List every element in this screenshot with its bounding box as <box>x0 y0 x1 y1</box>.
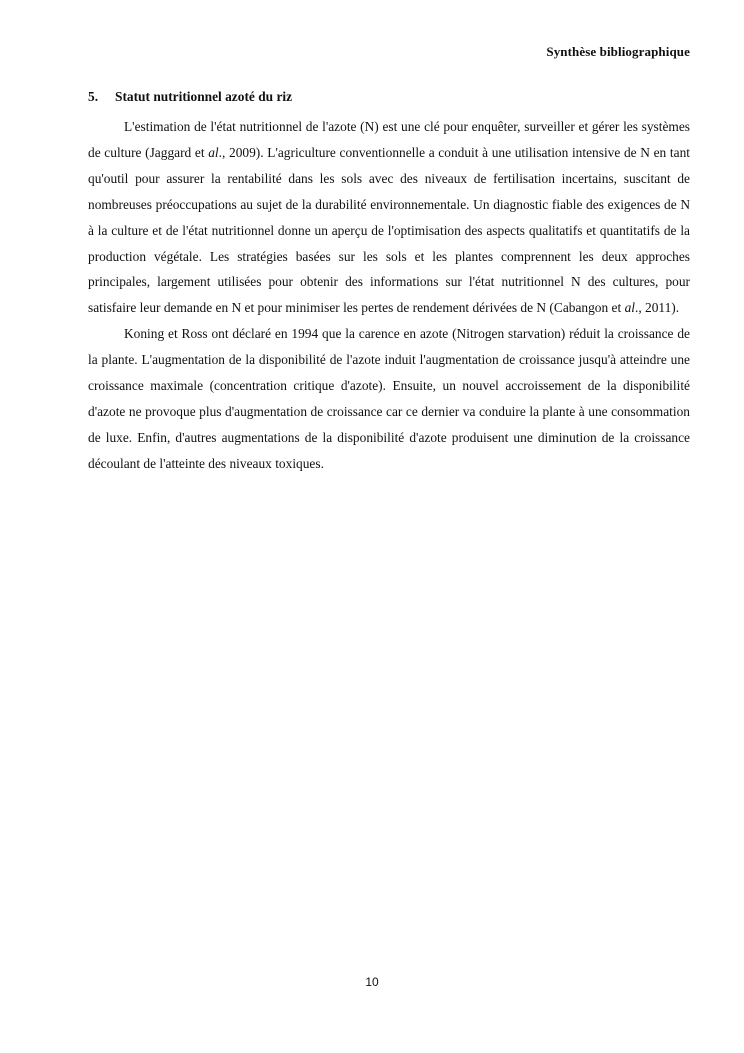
paragraph-1-text-a: L'estimation de l'état nutritionnel de l'azote (N) est une clé pour enquêter, surveiller et gérer les systèmes de culture (Jaggard et <box>88 119 690 160</box>
citation-et-al: al <box>624 300 635 316</box>
section-number: 5. <box>88 89 99 104</box>
page-number: 10 <box>365 975 379 989</box>
paragraph-1-text-c: ., 2011). <box>634 300 680 316</box>
running-header: Synthèse bibliographique <box>546 44 690 59</box>
body-text <box>88 114 690 477</box>
paragraph-2: Koning et Ross ont déclaré en 1994 que la carence en azote (Nitrogen starvation) réduit la croissance de la plante. L'augmentation de la disponibilité de l'azote induit l'augmentation de croissance jusqu'à atteindre une croissance maximale (concentration critique d'azote). Ensuite, un nouvel accroissement de la disponibilité d'azote ne provoque plus d'augmentation de croissance car ce dernier va conduire la plante à une consommation de luxe. Enfin, d'autres augmentations de la disponibilité d'azote produisent une diminution de la croissance découlant de l'atteinte des niveaux toxiques. <box>88 326 690 471</box>
citation-et-al: al <box>208 144 219 160</box>
section-title: Statut nutritionnel azoté du riz <box>115 89 293 104</box>
paragraph-1 <box>88 114 690 321</box>
paragraph-1-text-b: ., 2009). L'agriculture conventionnelle a conduit à une utilisation intensive de N en tant qu'outil pour assurer la rentabilité dans les sols avec des niveaux de fertilisation incertains, suscitant de nombreuses préoccupations au sujet de la durabilité environnementale. Un diagnostic fiable des exigences de N à la culture et de l'état nutritionnel donne un aperçu de l'optimisation des aspects qualitatifs et quantitatifs de la production végétale. Les stratégies basées sur les sols et les plantes comprennent les deux approches principales, largement utilisées pour obtenir des informations sur l'état nutritionnel N des cultures, pour satisfaire leur demande en N et pour minimiser les pertes de rendement dérivées de N (Cabangon et <box>88 144 690 316</box>
section-heading <box>88 89 292 105</box>
